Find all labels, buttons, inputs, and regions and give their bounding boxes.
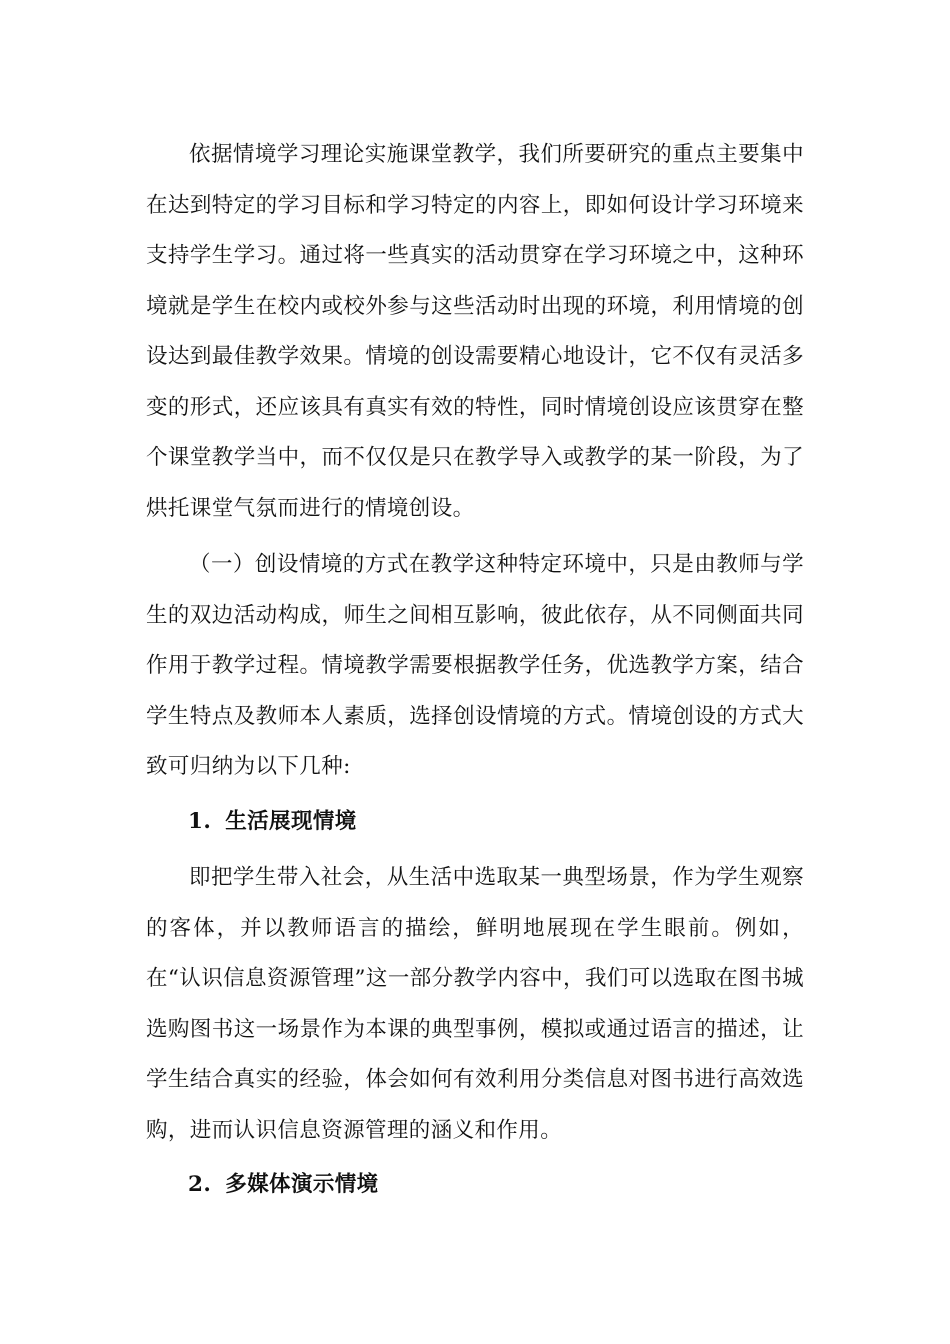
section-heading-life-situation: [146, 797, 804, 848]
paragraph-situated-learning: 依据情境学习理论实施课堂教学，我们所要研究的重点主要集中在达到特定的学习目标和学习特定的内容上，即如何设计学习环境来支持学生学习。通过将一些真实的活动贯穿在学习环境之中，这种环境就是学生在校内或校外参与这些活动时出现的环境，利用情境的创设达到最佳教学效果。情境的创设需要精心地设计，它不仅有灵活多变的形式，还应该具有真实有效的特性，同时情境创设应该贯穿在整个课堂教学当中，而不仅仅是只在教学导入或教学的某一阶段，为了烘托课堂气氛而进行的情境创设。: [146, 142, 804, 521]
section-title: 生活展现情境: [225, 808, 357, 834]
document-body: [146, 130, 804, 1217]
section-number: 2.: [188, 1172, 212, 1197]
section-heading-multimedia-situation: [146, 1160, 804, 1211]
paragraph-life-situation: 即把学生带入社会，从生活中选取某一典型场景，作为学生观察的客体，并以教师语言的描绘，鲜明地展现在学生眼前。例如，在“认识信息资源管理”这一部分教学内容中，我们可以选取在图书城选购图书这一场景作为本课的典型事例，模拟或通过语言的描述，让学生结合真实的经验，体会如何有效利用分类信息对图书进行高效选购，进而认识信息资源管理的涵义和作用。: [146, 865, 804, 1143]
section-number: 1.: [188, 808, 212, 834]
section-title: 多媒体演示情境: [225, 1172, 379, 1197]
paragraph-creating-situations: （一）创设情境的方式在教学这种特定环境中，只是由教师与学生的双边活动构成，师生之间相互影响，彼此依存，从不同侧面共同作用于教学过程。情境教学需要根据教学任务，优选教学方案，结合学生特点及教师本人素质，选择创设情境的方式。情境创设的方式大致可归纳为以下几种:: [146, 552, 804, 779]
